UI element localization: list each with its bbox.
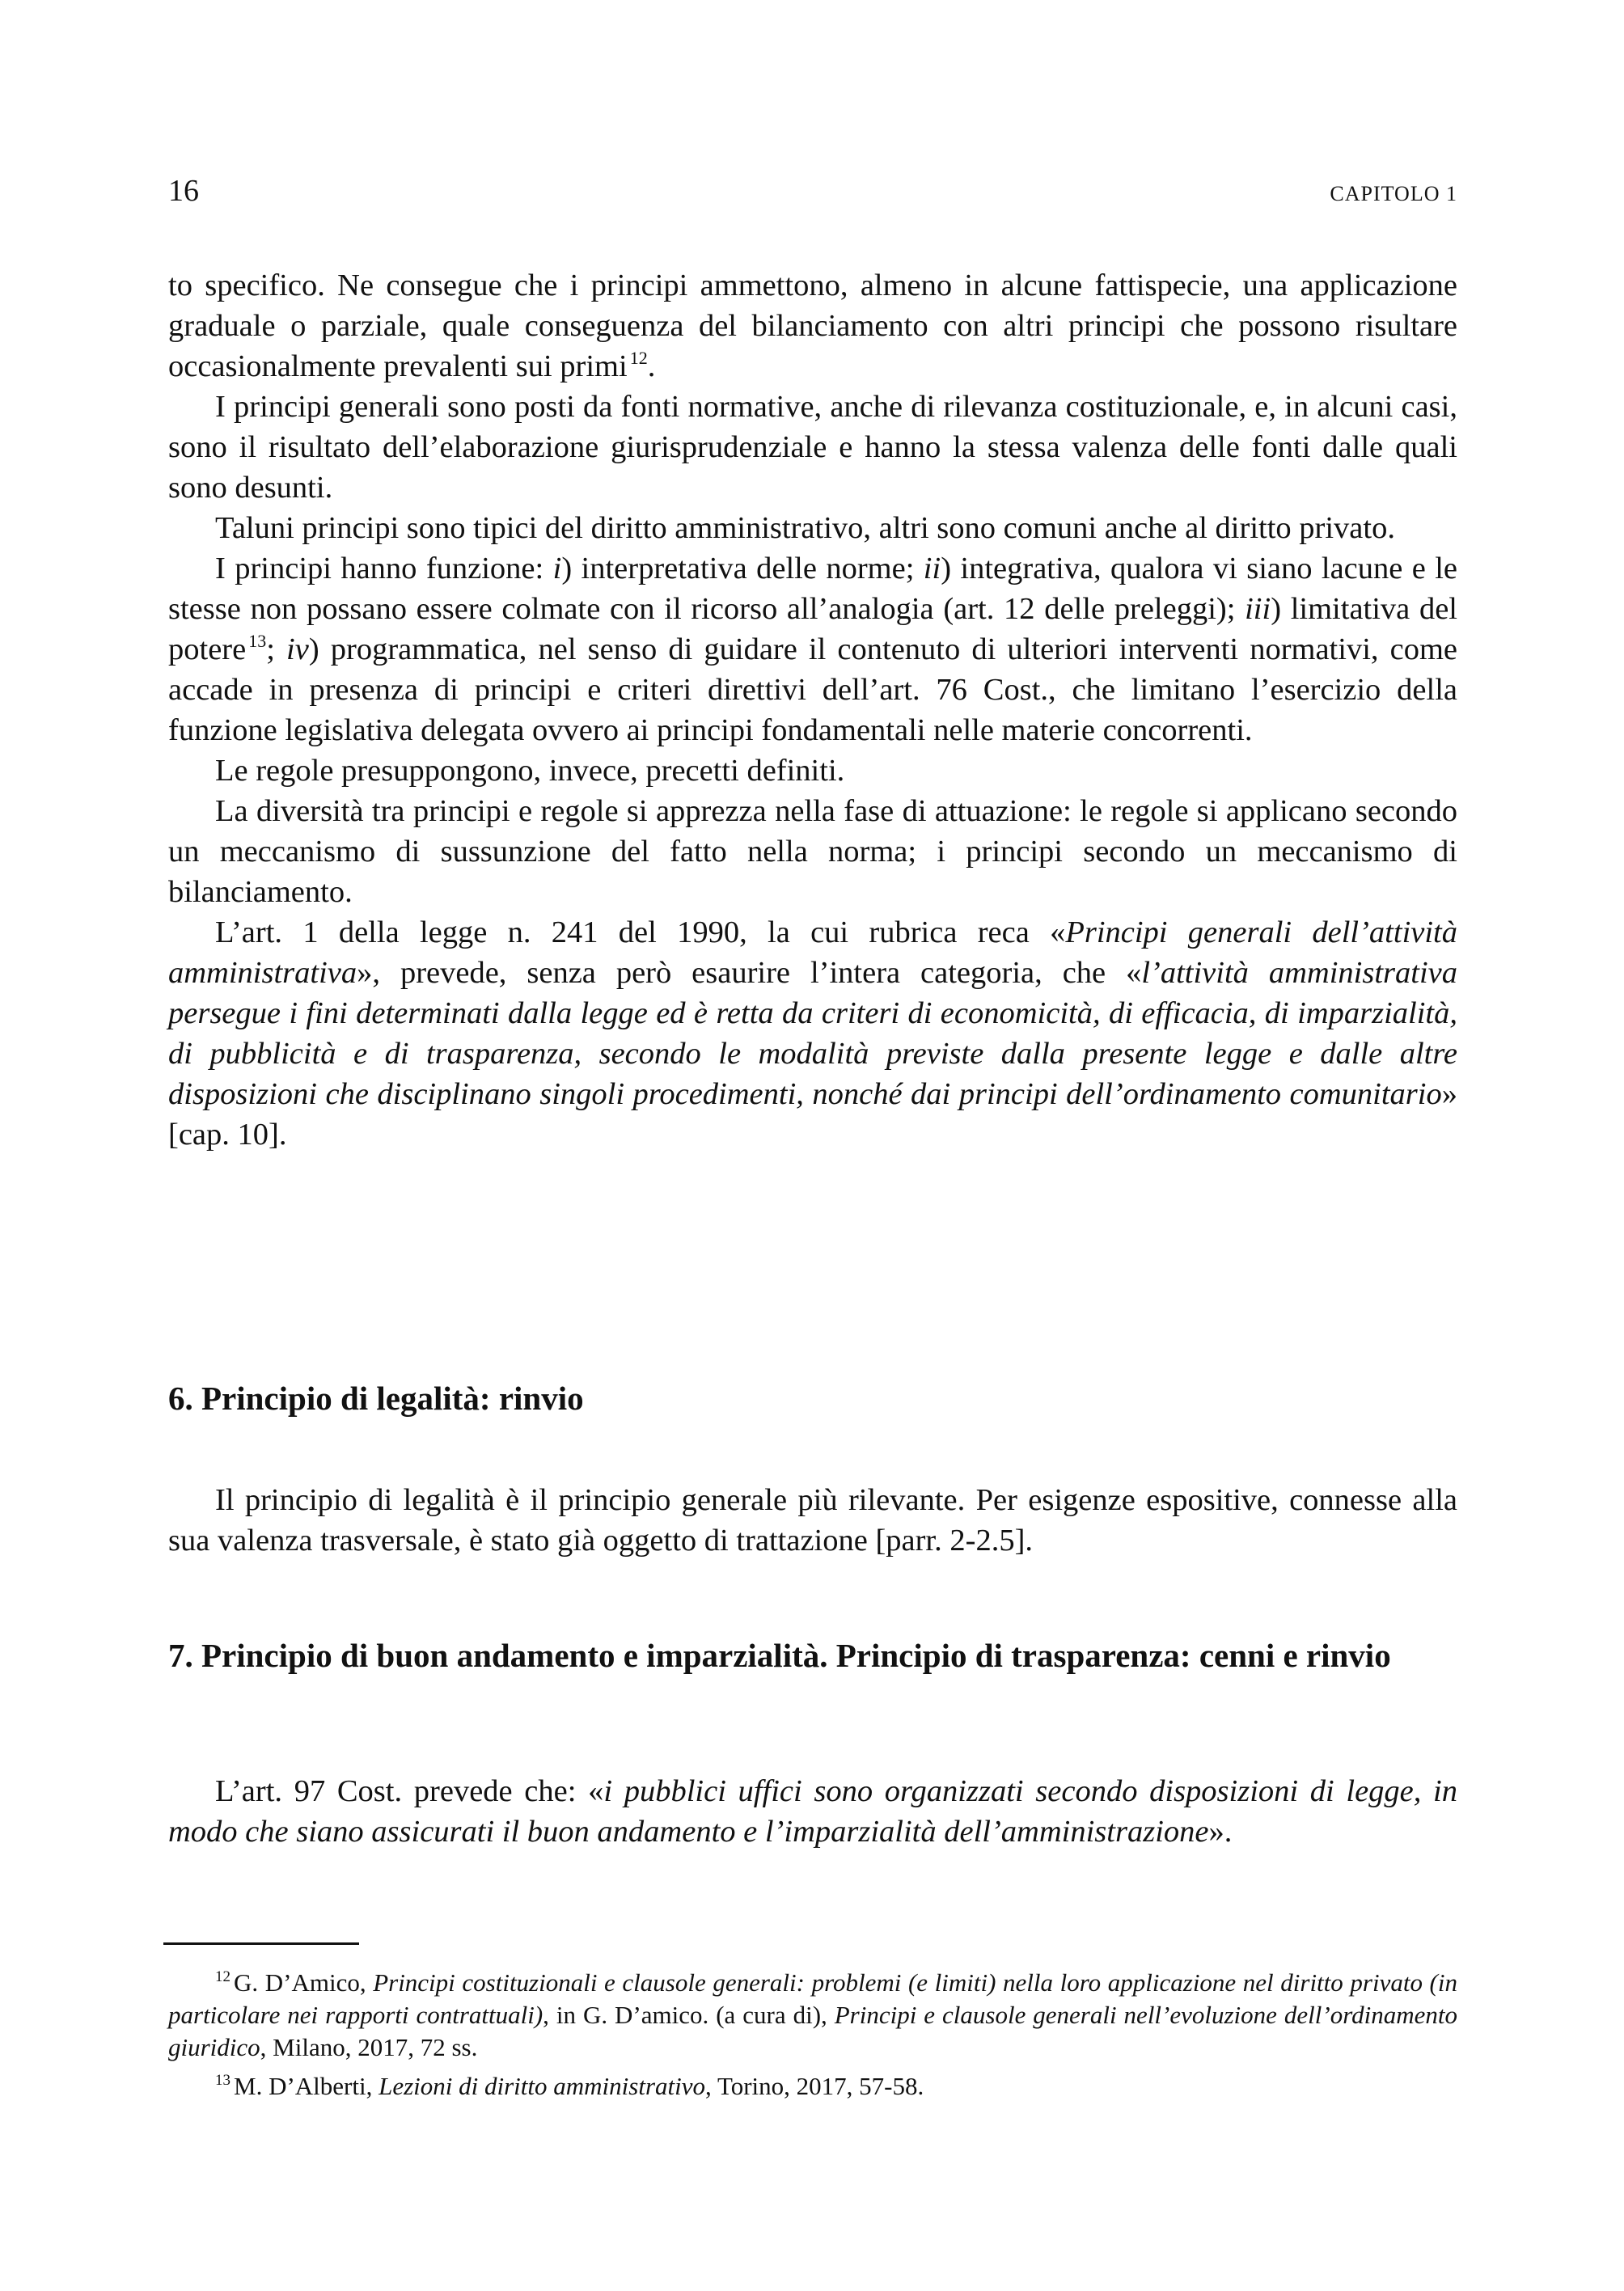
quoted-rubric: Principi generali dell’attività amministrativa xyxy=(168,915,1457,990)
section-6-body xyxy=(168,1480,1457,1561)
chapter-label: CAPITOLO 1 xyxy=(1330,182,1457,205)
cross-reference: » [cap. 10]. xyxy=(168,1077,1457,1152)
paragraph-art-97 xyxy=(168,1771,1457,1852)
footnote-number: 13 xyxy=(215,2072,230,2089)
paragraph-principles-gradual xyxy=(168,265,1457,387)
paragraph-law-241-1990 xyxy=(168,912,1457,1155)
running-head xyxy=(168,170,1457,212)
footnote-ref-12[interactable]: 12 xyxy=(629,348,648,368)
section-7 xyxy=(168,1634,1457,1677)
text-segment: L’art. 1 della legge n. 241 del 1990, la cui rubrica reca « xyxy=(215,915,1066,949)
quoted-constitution-text: i pubblici uffici sono organizzati secondo disposizioni di legge, in modo che siano assicurati il buon andamento e l’imparzialità dell’amministrazione xyxy=(168,1774,1458,1849)
footnote-author: G. D’Amico, xyxy=(234,1968,374,1997)
footnote-text: , in G. D’amico. (a cura di), xyxy=(543,2001,835,2029)
page-number: 16 xyxy=(168,174,199,208)
paragraph-rules-precepts: Le regole presuppongono, invece, precetti definiti. xyxy=(215,754,845,788)
text-segment: ) integrativa, qualora vi siano lacune e le stesse non possano essere colmate con il ricorso all’analogia (art. 12 delle preleggi); xyxy=(168,552,1457,626)
paragraph-general-principles-sources: I principi generali sono posti da fonti normative, anche di rilevanza costituzionale, e, in alcuni casi, sono il risultato dell’elaborazione giurisprudenziale e hanno la stessa valenza delle fonti dalle quali sono desunti. xyxy=(168,390,1457,505)
text-segment: ) limitativa del potere xyxy=(168,592,1457,666)
text-segment: ) programmatica, nel senso di guidare il contenuto di ulteriori interventi normativi, come accade in presenza di principi e criteri direttivi dell’art. 76 Cost., che limitano l’esercizio della funzione legislativa delegata ovvero ai principi fondamentali nelle materie concorrenti. xyxy=(168,632,1457,747)
footnote-ref-13[interactable]: 13 xyxy=(248,631,267,651)
section-heading-6: 6. Principio di legalità: rinvio xyxy=(168,1380,584,1417)
enum-label-ii: ii xyxy=(923,552,941,585)
paragraph-principles-vs-rules: La diversità tra principi e regole si apprezza nella fase di attuazione: le regole si applicano secondo un meccanismo di sussunzione del fatto nella norma; i principi secondo un meccanismo di bilanciamento. xyxy=(168,794,1457,909)
enum-label-iv: iv xyxy=(286,632,309,666)
footnote-book-title: Principi e clausole generali nell’evoluzione dell’ordinamento giuridico xyxy=(168,2001,1457,2061)
paragraph-text: to specifico. Ne consegue che i principi ammettono, almeno in alcune fattispecie, una applicazione graduale o parziale, quale conseguenza del bilanciamento con altri principi che possono risultare occasionalmente prevalenti sui primi xyxy=(168,268,1457,383)
paragraph-legality-principle: Il principio di legalità è il principio generale più rilevante. Per esigenze espositive, connesse alla sua valenza trasversale, è stato già oggetto di trattazione [parr. 2-2.5]. xyxy=(168,1483,1457,1558)
footnote-13 xyxy=(168,2070,1457,2103)
footnote-author: M. D’Alberti, xyxy=(234,2072,379,2100)
text-segment: ». xyxy=(1208,1815,1233,1849)
footnote-text: , Torino, 2017, 57-58. xyxy=(705,2072,924,2100)
section-7-body xyxy=(168,1771,1457,1852)
body-text xyxy=(168,265,1457,1155)
footnote-title: Lezioni di diritto amministrativo xyxy=(379,2072,705,2100)
text-segment: I principi hanno funzione: xyxy=(215,552,553,585)
text-segment: L’art. 97 Cost. prevede che: « xyxy=(215,1774,604,1808)
paragraph-end: . xyxy=(647,349,656,383)
paragraph-typical-principles: Taluni principi sono tipici del diritto amministrativo, altri sono comuni anche al diritto privato. xyxy=(215,511,1395,545)
quoted-law-text: l’attività amministrativa persegue i fini determinati dalla legge ed è retta da criteri di economicità, di efficacia, di imparzialità, di pubblicità e di trasparenza, secondo le modalità previste dalla presente legge e dalle altre disposizioni che disciplinano singoli procedimenti, nonché dai principi dell’ordinamento comunitario xyxy=(168,956,1458,1111)
footnote-title: Principi costituzionali e clausole generali: problemi (e limiti) nella loro applicazione nel diritto privato (in particolare nei rapporti contrattuali) xyxy=(168,1968,1457,2029)
text-segment: ) interpretativa delle norme; xyxy=(561,552,924,585)
footnote-12 xyxy=(168,1967,1457,2064)
text-segment: ; xyxy=(266,632,287,666)
footnote-number: 12 xyxy=(215,1968,230,1985)
footnote-separator xyxy=(163,1942,359,1945)
text-segment: », prevede, senza però esaurire l’intera categoria, che « xyxy=(357,956,1142,990)
footnote-text: , Milano, 2017, 72 ss. xyxy=(260,2033,478,2061)
section-heading-7: 7. Principio di buon andamento e imparzialità. Principio di trasparenza: cenni e rinvio xyxy=(168,1637,1391,1674)
paragraph-principles-functions xyxy=(168,548,1457,750)
section-6 xyxy=(168,1376,1457,1420)
enum-label-i: i xyxy=(552,552,562,585)
enum-label-iii: iii xyxy=(1245,592,1271,626)
footnotes xyxy=(168,1967,1457,2109)
